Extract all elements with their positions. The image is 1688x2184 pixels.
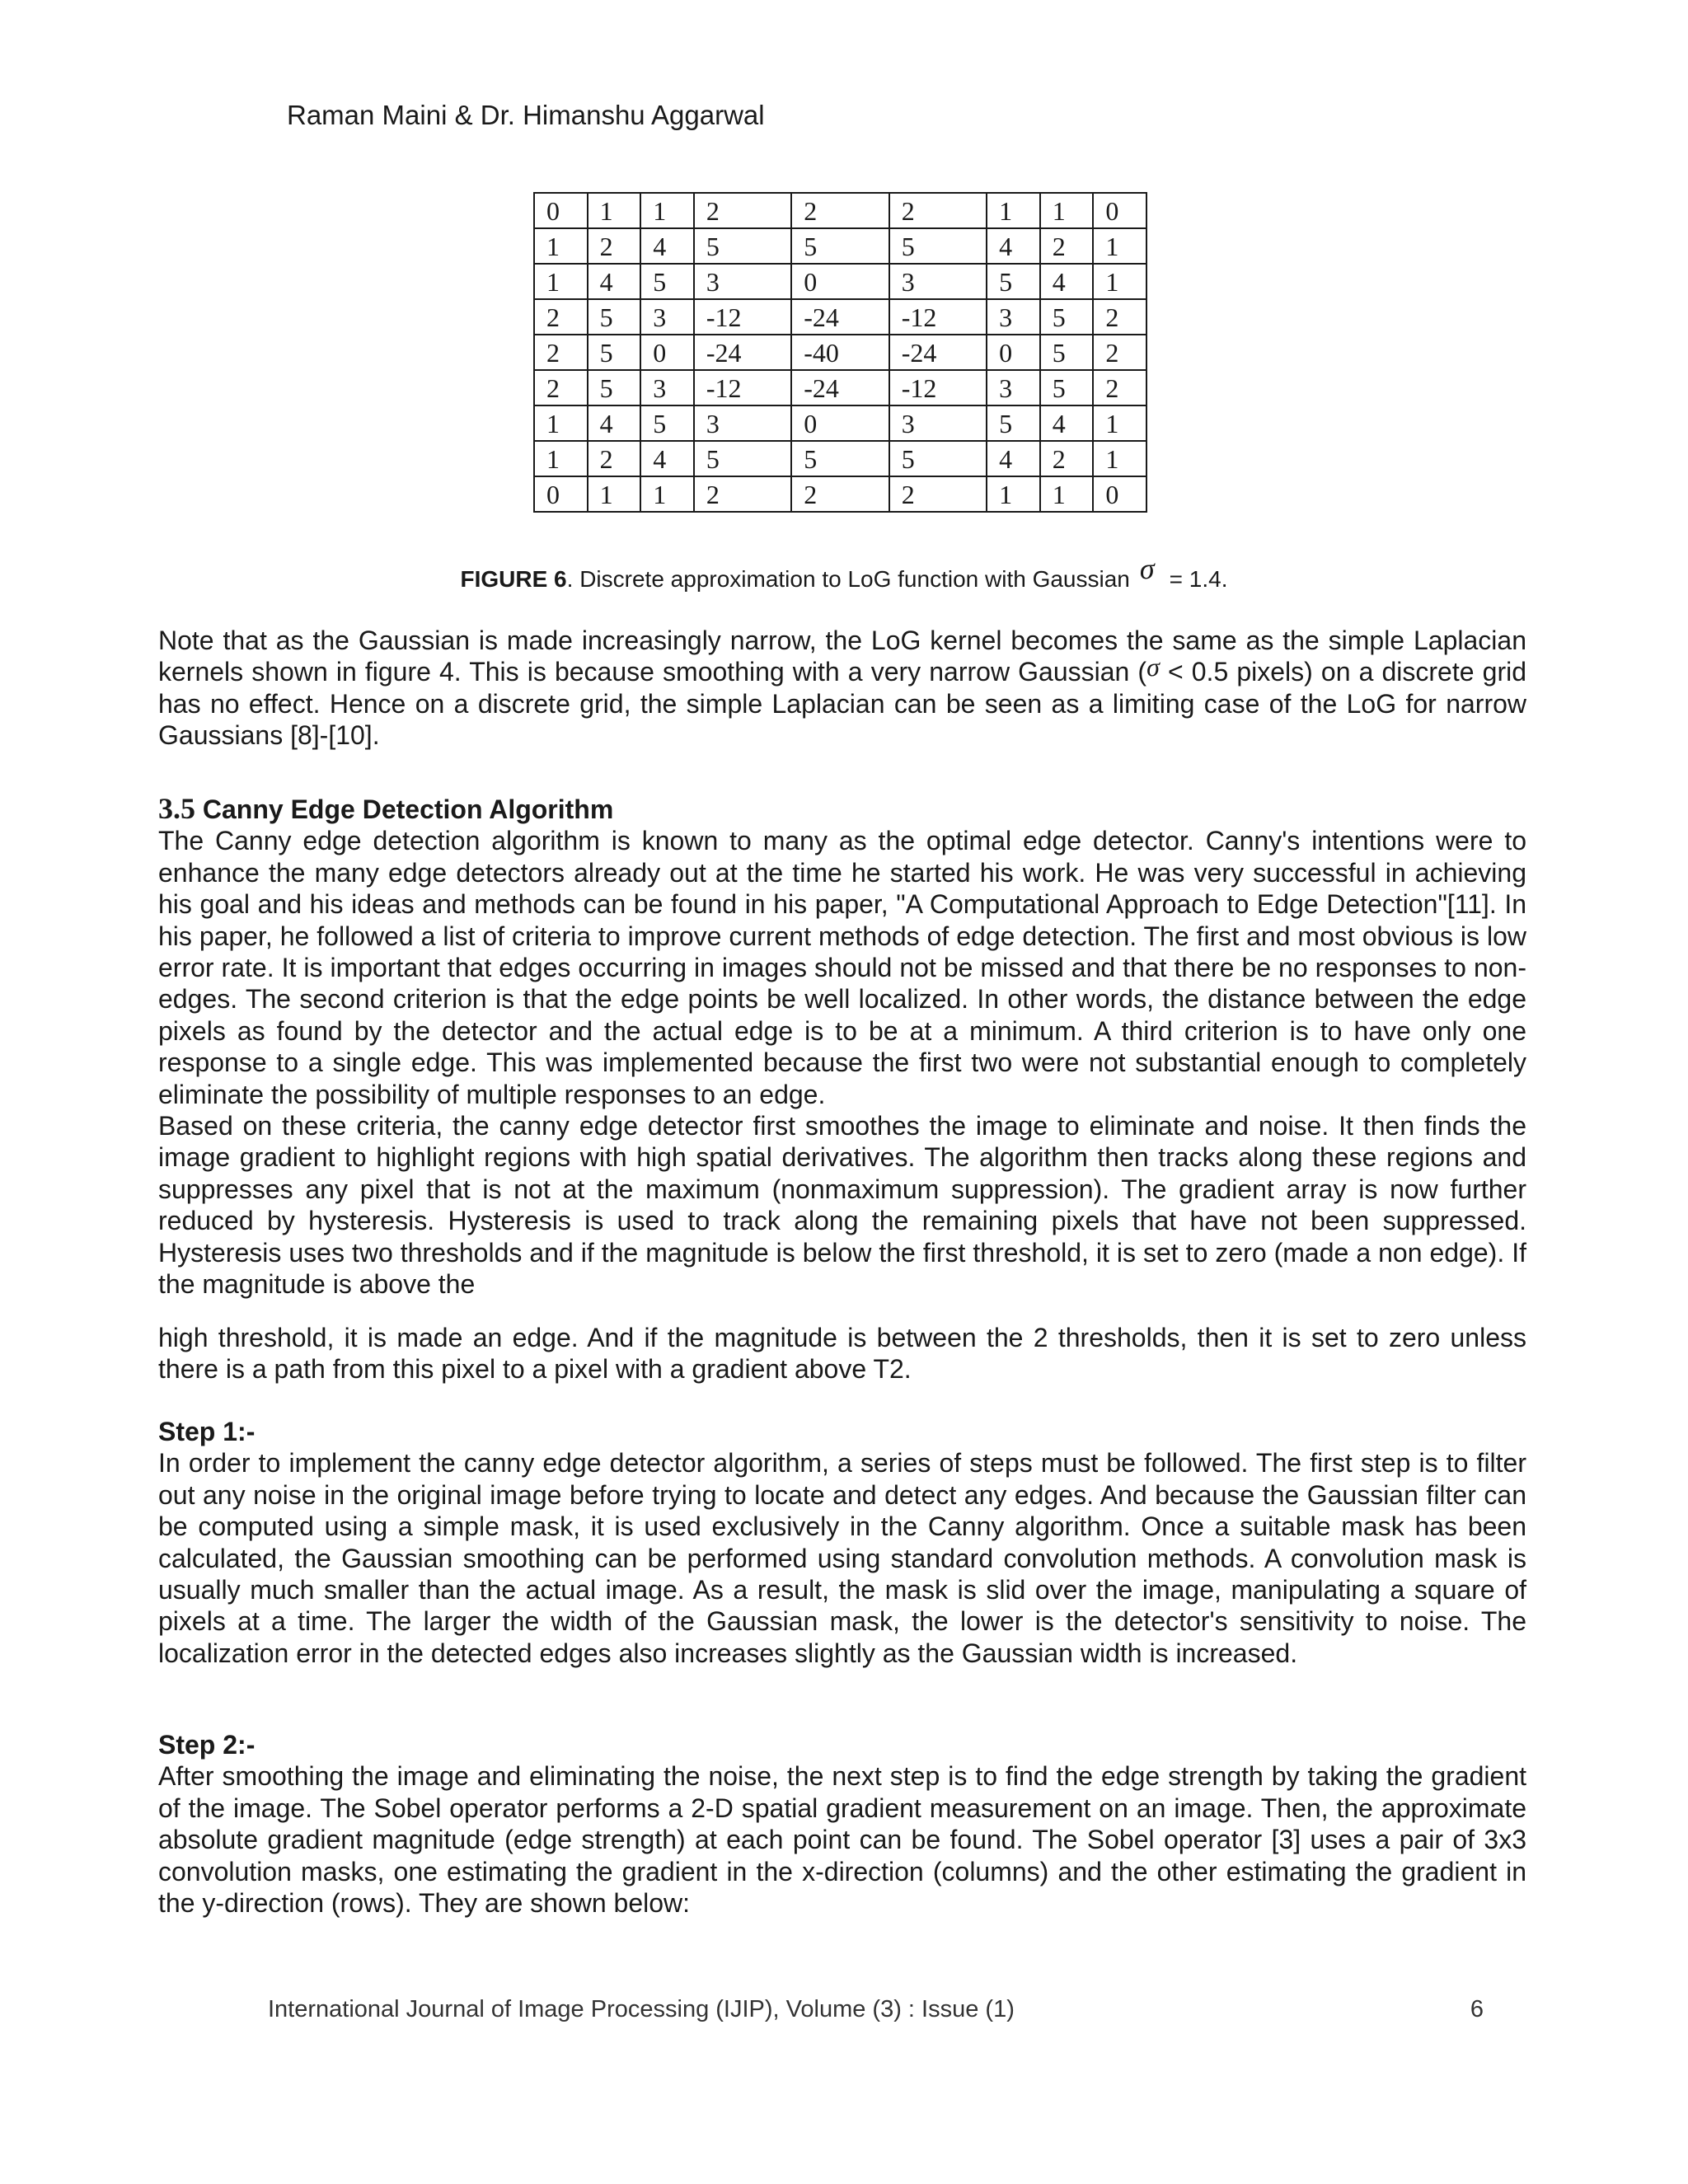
table-cell: 5 <box>889 228 987 264</box>
table-cell: 1 <box>640 193 694 228</box>
table-cell: 1 <box>534 228 588 264</box>
footer-volume: Volume (3) : Issue (1) <box>779 1996 1015 2022</box>
step-1-text: In order to implement the canny edge detector algorithm, a series of steps must be followed. The first step is to filter out any noise in the original image before trying to locate and detect any edges. And because the Gaussian filter can be computed using a simple mask, it is used exclusively in the Canny algorithm. Once a suitable mask has been calculated, the Gaussian smoothing can be performed using standard convolution methods. A convolution mask is usually much smaller than the actual image. As a result, the mask is slid over the image, manipulating a square of pixels at a time. The larger the width of the Gaussian mask, the lower is the detector's sensitivity to noise. The localization error in the detected edges also increases slightly as the Gaussian width is increased. <box>158 1448 1526 1668</box>
table-cell: -24 <box>889 335 987 370</box>
table-cell: -24 <box>791 299 889 335</box>
table-cell: 5 <box>889 441 987 476</box>
table-cell: -12 <box>694 370 791 405</box>
table-cell: 4 <box>588 405 641 441</box>
table-cell: 5 <box>1040 335 1094 370</box>
table-cell: 5 <box>987 405 1040 441</box>
table-cell: 0 <box>1093 193 1146 228</box>
page-number: 6 <box>1470 1996 1484 2022</box>
table-cell: 1 <box>987 476 1040 512</box>
figure-caption-text: . Discrete approximation to LoG function with Gaussian <box>566 566 1130 592</box>
table-cell: 5 <box>588 299 641 335</box>
table-cell: 2 <box>534 370 588 405</box>
table-cell: 1 <box>588 193 641 228</box>
table-cell: 3 <box>640 299 694 335</box>
table-cell: 2 <box>889 193 987 228</box>
table-cell: -24 <box>791 370 889 405</box>
table-cell: 2 <box>1093 370 1146 405</box>
step-1-block <box>158 1416 1526 1669</box>
table-cell: 4 <box>987 441 1040 476</box>
table-cell: 5 <box>1040 370 1094 405</box>
table-cell: 1 <box>987 193 1040 228</box>
table-row <box>534 405 1146 441</box>
table-cell: 1 <box>1093 264 1146 299</box>
table-cell: 0 <box>534 193 588 228</box>
table-row <box>534 441 1146 476</box>
table-cell: 2 <box>889 476 987 512</box>
table-cell: 1 <box>588 476 641 512</box>
table-row <box>534 193 1146 228</box>
table-cell: 5 <box>588 335 641 370</box>
table-cell: -40 <box>791 335 889 370</box>
table-row <box>534 299 1146 335</box>
table-cell: 3 <box>889 264 987 299</box>
table-cell: 4 <box>987 228 1040 264</box>
step-2-heading: Step 2:- <box>158 1730 256 1760</box>
step-1-heading: Step 1:- <box>158 1417 256 1446</box>
table-cell: 3 <box>987 370 1040 405</box>
table-cell: 1 <box>640 476 694 512</box>
table-cell: 5 <box>588 370 641 405</box>
table-cell: 2 <box>694 193 791 228</box>
table-cell: 1 <box>1093 405 1146 441</box>
table-cell: 5 <box>987 264 1040 299</box>
section-heading <box>158 793 1526 825</box>
table-cell: 4 <box>1040 405 1094 441</box>
table-cell: 2 <box>534 299 588 335</box>
figure-caption-value: = 1.4. <box>1169 566 1228 592</box>
table-cell: 2 <box>694 476 791 512</box>
table-cell: 3 <box>694 405 791 441</box>
table-row <box>534 264 1146 299</box>
table-cell: 4 <box>640 228 694 264</box>
table-cell: 3 <box>640 370 694 405</box>
table-cell: 5 <box>694 228 791 264</box>
table-cell: 3 <box>889 405 987 441</box>
table-cell: 4 <box>640 441 694 476</box>
table-cell: 2 <box>791 476 889 512</box>
table-cell: 5 <box>1040 299 1094 335</box>
table-cell: 4 <box>588 264 641 299</box>
table-cell: 2 <box>588 228 641 264</box>
table-cell: 2 <box>588 441 641 476</box>
table-row <box>534 476 1146 512</box>
table-cell: 1 <box>534 405 588 441</box>
table-cell: 5 <box>694 441 791 476</box>
table-cell: 0 <box>987 335 1040 370</box>
canny-paragraph-1: The Canny edge detection algorithm is known to many as the optimal edge detector. Canny's intentions were to enhance the many edge detectors already out at the time he started his work. He was very successful in achieving his goal and his ideas and methods can be found in his paper, "A Computational Approach to Edge Detection"[11]. In his paper, he followed a list of criteria to improve current methods of edge detection. The first and most obvious is low error rate. It is important that edges occurring in images should not be missed and that there be no responses to non-edges. The second criterion is that the edge points be well localized. In other words, the distance between the edge pixels as found by the detector and the actual edge is to be at a minimum. A third criterion is to have only one response to a single edge. This was implemented because the first two were not substantial enough to completely eliminate the possibility of multiple responses to an edge. <box>158 826 1526 1109</box>
figure-caption <box>0 552 1688 596</box>
table-cell: 1 <box>534 441 588 476</box>
table-cell: 1 <box>1093 441 1146 476</box>
table-cell: 5 <box>640 405 694 441</box>
table-cell: 1 <box>1040 193 1094 228</box>
table-cell: 3 <box>987 299 1040 335</box>
section-number: 3.5 <box>158 792 195 825</box>
table-cell: 2 <box>534 335 588 370</box>
table-cell: 3 <box>694 264 791 299</box>
table-row <box>534 370 1146 405</box>
note-block <box>158 625 1526 752</box>
canny-paragraph-2: Based on these criteria, the canny edge detector first smoothes the image to eliminate and noise. It then finds the image gradient to highlight regions with high spatial derivatives. The algorithm then tracks along these regions and suppresses any pixel that is not at the maximum (nonmaximum suppression). The gradient array is now further reduced by hysteresis. Hysteresis is used to track along the remaining pixels that have not been suppressed. Hysteresis uses two thresholds and if the magnitude is below the first threshold, it is set to zero (made a non edge). If the magnitude is above the <box>158 1111 1526 1300</box>
table-cell: 5 <box>640 264 694 299</box>
canny-continuation-block <box>158 1322 1526 1385</box>
table-cell: 4 <box>1040 264 1094 299</box>
table-cell: 1 <box>534 264 588 299</box>
table-cell: 0 <box>534 476 588 512</box>
log-kernel-table <box>533 192 1147 513</box>
figure-label: FIGURE 6 <box>460 566 567 592</box>
table-cell: -12 <box>889 370 987 405</box>
table-cell: -12 <box>889 299 987 335</box>
table-cell: 0 <box>640 335 694 370</box>
log-kernel-table-body <box>534 193 1146 512</box>
table-cell: 2 <box>1093 335 1146 370</box>
note-text-start: Note that as the Gaussian is made increasingly narrow, the LoG kernel becomes the same as the simple Laplacian kernels shown in figure 4. This is because smoothing with a very narrow Gaussian ( <box>158 626 1526 687</box>
table-cell: -12 <box>694 299 791 335</box>
table-row <box>534 335 1146 370</box>
page-footer <box>268 1994 1484 2024</box>
step-2-block <box>158 1729 1526 1919</box>
table-cell: 2 <box>791 193 889 228</box>
canny-paragraph-3: high threshold, it is made an edge. And if the magnitude is between the 2 thresholds, then it is set to zero unless there is a path from this pixel to a pixel with a gradient above T2. <box>158 1323 1526 1385</box>
table-cell: 5 <box>791 228 889 264</box>
note-paragraph <box>158 625 1526 752</box>
step-2-text: After smoothing the image and eliminating the noise, the next step is to find the edge strength by taking the gradient of the image. The Sobel operator performs a 2-D spatial gradient measurement on an image. Then, the approximate absolute gradient magnitude (edge strength) at each point can be found. The Sobel operator [3] uses a pair of 3x3 convolution masks, one estimating the gradient in the x-direction (columns) and the other estimating the gradient in the y-direction (rows). They are shown below: <box>158 1761 1526 1919</box>
table-cell: 5 <box>791 441 889 476</box>
running-head: Raman Maini & Dr. Himanshu Aggarwal <box>287 100 765 130</box>
table-cell: 0 <box>1093 476 1146 512</box>
table-cell: 0 <box>791 264 889 299</box>
sigma-symbol: σ <box>1139 552 1155 585</box>
footer-journal: International Journal of Image Processing (IJIP), <box>268 1996 780 2022</box>
section-canny <box>158 793 1526 1301</box>
table-cell: 1 <box>1093 228 1146 264</box>
section-title: Canny Edge Detection Algorithm <box>195 794 614 824</box>
note-text-end: < 0.5 pixels) on a discrete grid has no effect. Hence on a discrete grid, the simple Laplacian can be seen as a limiting case of the LoG for narrow Gaussians [8]-[10]. <box>158 657 1527 751</box>
table-cell: -24 <box>694 335 791 370</box>
table-cell: 1 <box>1040 476 1094 512</box>
sigma-inline-symbol: σ <box>1146 652 1160 682</box>
table-cell: 2 <box>1040 228 1094 264</box>
table-cell: 0 <box>791 405 889 441</box>
table-row <box>534 228 1146 264</box>
table-cell: 2 <box>1093 299 1146 335</box>
table-cell: 2 <box>1040 441 1094 476</box>
